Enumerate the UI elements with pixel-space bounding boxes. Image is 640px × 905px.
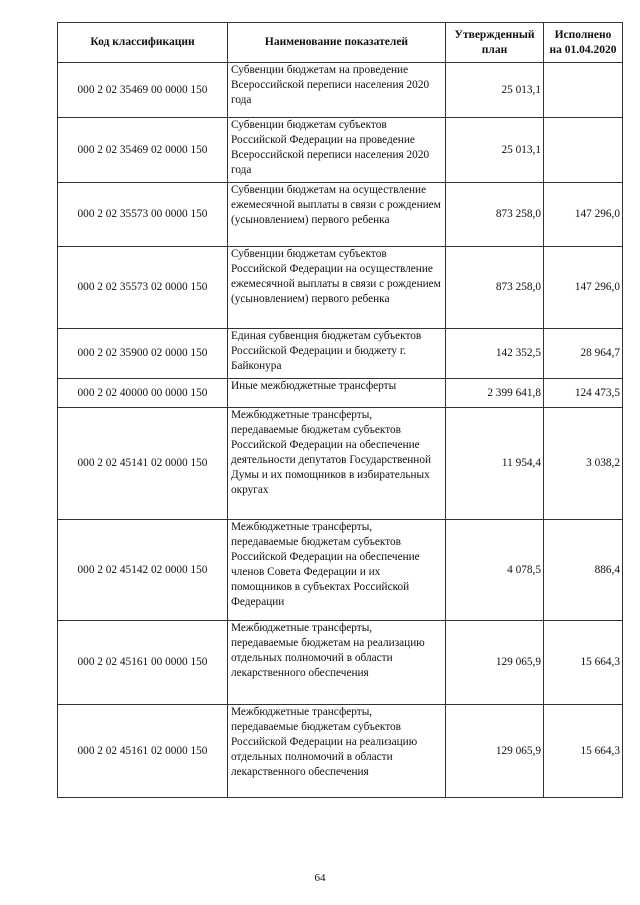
row-executed: 147 296,0 xyxy=(544,183,623,247)
table-row xyxy=(58,621,623,705)
row-plan: 873 258,0 xyxy=(446,183,544,247)
row-code: 000 2 02 35469 00 0000 150 xyxy=(58,63,228,118)
table-row xyxy=(58,408,623,520)
row-code: 000 2 02 45141 02 0000 150 xyxy=(58,408,228,520)
table-row xyxy=(58,705,623,798)
table-header-row xyxy=(58,23,623,63)
row-name: Межбюджетные трансферты, передаваемые бюджетам на реализацию отдельных полномочий в области лекарственного обеспечения xyxy=(228,621,446,705)
row-plan: 25 013,1 xyxy=(446,63,544,118)
row-plan: 4 078,5 xyxy=(446,520,544,621)
table-row xyxy=(58,520,623,621)
row-name: Межбюджетные трансферты, передаваемые бюджетам субъектов Российской Федерации на реализацию отдельных полномочий в области лекарственного обеспечения xyxy=(228,705,446,798)
row-name: Субвенции бюджетам субъектов Российской Федерации на проведение Всероссийской переписи населения 2020 года xyxy=(228,118,446,183)
row-executed xyxy=(544,118,623,183)
page-number: 64 xyxy=(314,872,326,884)
table-row xyxy=(58,247,623,329)
table-row xyxy=(58,183,623,247)
budget-table xyxy=(57,22,623,798)
row-code: 000 2 02 45161 02 0000 150 xyxy=(58,705,228,798)
row-name: Субвенции бюджетам на проведение Всероссийской переписи населения 2020 года xyxy=(228,63,446,118)
row-name: Межбюджетные трансферты, передаваемые бюджетам субъектов Российской Федерации на обеспечение членов Совета Федерации и их помощников в субъектах Российской Федерации xyxy=(228,520,446,621)
row-plan: 129 065,9 xyxy=(446,705,544,798)
table-row xyxy=(58,379,623,408)
row-code: 000 2 02 35573 00 0000 150 xyxy=(58,183,228,247)
row-code: 000 2 02 40000 00 0000 150 xyxy=(58,379,228,408)
row-executed: 15 664,3 xyxy=(544,621,623,705)
row-plan: 873 258,0 xyxy=(446,247,544,329)
row-executed: 28 964,7 xyxy=(544,329,623,379)
row-executed: 15 664,3 xyxy=(544,705,623,798)
row-code: 000 2 02 35469 02 0000 150 xyxy=(58,118,228,183)
row-plan: 11 954,4 xyxy=(446,408,544,520)
table-row xyxy=(58,329,623,379)
row-plan: 25 013,1 xyxy=(446,118,544,183)
header-code: Код классификации xyxy=(58,23,228,63)
row-plan: 129 065,9 xyxy=(446,621,544,705)
row-name: Субвенции бюджетам на осуществление ежемесячной выплаты в связи с рождением (усыновлением) первого ребенка xyxy=(228,183,446,247)
row-name: Межбюджетные трансферты, передаваемые бюджетам субъектов Российской Федерации на обеспечение деятельности депутатов Государственной Думы и их помощников в избирательных округах xyxy=(228,408,446,520)
header-plan: Утвержденный план xyxy=(446,23,544,63)
header-executed: Исполнено на 01.04.2020 xyxy=(544,23,623,63)
table-row xyxy=(58,118,623,183)
row-code: 000 2 02 35900 02 0000 150 xyxy=(58,329,228,379)
row-plan: 142 352,5 xyxy=(446,329,544,379)
header-name: Наименование показателей xyxy=(228,23,446,63)
row-name: Единая субвенция бюджетам субъектов Российской Федерации и бюджету г. Байконура xyxy=(228,329,446,379)
row-executed: 147 296,0 xyxy=(544,247,623,329)
row-code: 000 2 02 35573 02 0000 150 xyxy=(58,247,228,329)
row-name: Субвенции бюджетам субъектов Российской Федерации на осуществление ежемесячной выплаты в связи с рождением (усыновлением) первого ребенка xyxy=(228,247,446,329)
row-executed xyxy=(544,63,623,118)
row-code: 000 2 02 45161 00 0000 150 xyxy=(58,621,228,705)
row-executed: 3 038,2 xyxy=(544,408,623,520)
table-row xyxy=(58,63,623,118)
row-code: 000 2 02 45142 02 0000 150 xyxy=(58,520,228,621)
row-plan: 2 399 641,8 xyxy=(446,379,544,408)
row-name: Иные межбюджетные трансферты xyxy=(228,379,446,408)
row-executed: 886,4 xyxy=(544,520,623,621)
row-executed: 124 473,5 xyxy=(544,379,623,408)
